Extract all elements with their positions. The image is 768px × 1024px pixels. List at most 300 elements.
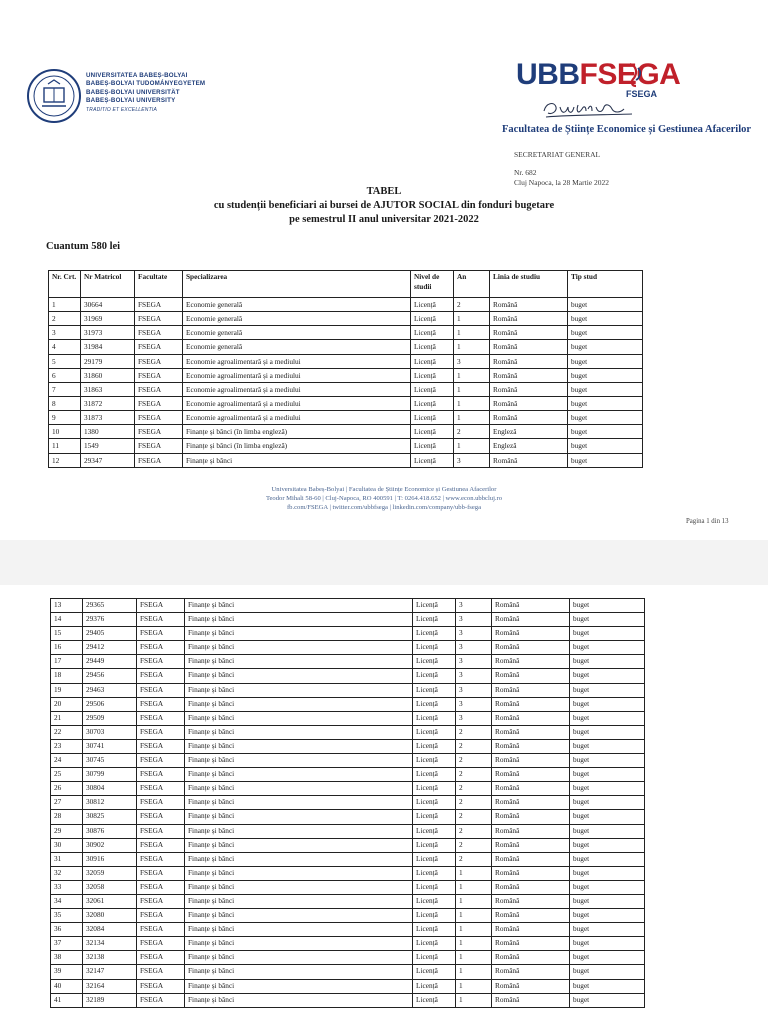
cell-facultate: FSEGA xyxy=(135,368,183,382)
cell-facultate: FSEGA xyxy=(137,838,185,852)
cell-tip-stud: buget xyxy=(570,951,645,965)
cell-nr-matricol: 32084 xyxy=(83,923,137,937)
footer-line-1: Universitatea Babeș-Bolyai | Facultatea de Științe Economice și Gestiunea Afacerilor xyxy=(271,486,497,493)
cell-linia-studiu: Română xyxy=(490,453,568,467)
cell-nivel-studii: Licență xyxy=(413,627,456,641)
cell-nivel-studii: Licență xyxy=(411,425,454,439)
cuantum-amount: Cuantum 580 lei xyxy=(46,241,121,252)
cell-specializarea: Finanțe și bănci xyxy=(185,923,413,937)
cell-an: 1 xyxy=(454,312,490,326)
cell-tip-stud: buget xyxy=(570,965,645,979)
cell-tip-stud: buget xyxy=(568,382,643,396)
cell-nr-crt: 17 xyxy=(51,655,83,669)
cell-nr-matricol: 30804 xyxy=(83,782,137,796)
col-header-nr-matricol: Nr Matricol xyxy=(81,271,135,298)
cell-tip-stud: buget xyxy=(570,711,645,725)
cell-facultate: FSEGA xyxy=(137,782,185,796)
cell-nr-crt: 1 xyxy=(49,298,81,312)
cell-linia-studiu: Română xyxy=(492,923,570,937)
cell-an: 3 xyxy=(454,354,490,368)
cell-nr-matricol: 29405 xyxy=(83,627,137,641)
col-header-nivel-studii: Nivel de studii xyxy=(411,271,454,298)
cell-nr-matricol: 30902 xyxy=(83,838,137,852)
cell-nivel-studii: Licență xyxy=(413,725,456,739)
table-row xyxy=(49,340,643,354)
cell-nr-matricol: 31969 xyxy=(81,312,135,326)
cell-specializarea: Economie agroalimentară și a mediului xyxy=(183,382,411,396)
cell-specializarea: Finanțe și bănci xyxy=(185,909,413,923)
cell-linia-studiu: Română xyxy=(492,796,570,810)
table-row xyxy=(51,894,645,908)
cell-nr-matricol: 31860 xyxy=(81,368,135,382)
cell-facultate: FSEGA xyxy=(137,739,185,753)
cell-an: 1 xyxy=(456,866,492,880)
page-separator xyxy=(0,540,768,585)
cell-facultate: FSEGA xyxy=(137,810,185,824)
cell-tip-stud: buget xyxy=(570,725,645,739)
table-row xyxy=(51,768,645,782)
cell-an: 1 xyxy=(456,937,492,951)
cell-facultate: FSEGA xyxy=(137,880,185,894)
cell-linia-studiu: Română xyxy=(492,880,570,894)
cell-nivel-studii: Licență xyxy=(413,810,456,824)
cell-facultate: FSEGA xyxy=(135,396,183,410)
table-row xyxy=(51,655,645,669)
cell-an: 3 xyxy=(456,599,492,613)
cell-tip-stud: buget xyxy=(568,396,643,410)
cell-an: 1 xyxy=(454,439,490,453)
cell-nivel-studii: Licență xyxy=(413,697,456,711)
cell-an: 2 xyxy=(456,796,492,810)
cell-an: 3 xyxy=(456,711,492,725)
cell-nr-matricol: 32061 xyxy=(83,894,137,908)
table-row xyxy=(49,298,643,312)
cell-nr-crt: 4 xyxy=(49,340,81,354)
cell-specializarea: Finanțe și bănci xyxy=(185,613,413,627)
cell-tip-stud: buget xyxy=(570,937,645,951)
cell-tip-stud: buget xyxy=(570,683,645,697)
cell-nr-crt: 8 xyxy=(49,396,81,410)
col-header-an: An xyxy=(454,271,490,298)
table-row xyxy=(49,326,643,340)
cell-linia-studiu: Engleză xyxy=(490,425,568,439)
table-row xyxy=(49,425,643,439)
cell-an: 2 xyxy=(456,824,492,838)
cell-linia-studiu: Română xyxy=(492,669,570,683)
table-row xyxy=(51,965,645,979)
cell-nivel-studii: Licență xyxy=(413,641,456,655)
cell-nivel-studii: Licență xyxy=(413,613,456,627)
fsega-logo-fsega: FSEGA xyxy=(579,58,681,91)
table-row xyxy=(51,739,645,753)
cell-nr-matricol: 29463 xyxy=(83,683,137,697)
cell-nr-matricol: 30664 xyxy=(81,298,135,312)
cell-specializarea: Finanțe și bănci xyxy=(185,725,413,739)
cell-tip-stud: buget xyxy=(570,669,645,683)
cell-nr-crt: 3 xyxy=(49,326,81,340)
cell-an: 1 xyxy=(456,894,492,908)
cell-facultate: FSEGA xyxy=(137,627,185,641)
cell-facultate: FSEGA xyxy=(137,669,185,683)
col-header-facultate: Facultate xyxy=(135,271,183,298)
cell-an: 3 xyxy=(456,669,492,683)
cell-linia-studiu: Română xyxy=(492,711,570,725)
cell-facultate: FSEGA xyxy=(137,965,185,979)
table-row xyxy=(49,354,643,368)
table-row xyxy=(51,599,645,613)
cell-specializarea: Finanțe și bănci xyxy=(185,697,413,711)
col-header-specializarea: Specializarea xyxy=(183,271,411,298)
col-header-tip-stud: Tip stud xyxy=(568,271,643,298)
cell-linia-studiu: Română xyxy=(492,725,570,739)
cell-linia-studiu: Română xyxy=(492,965,570,979)
cell-an: 1 xyxy=(456,880,492,894)
cell-linia-studiu: Română xyxy=(492,768,570,782)
cell-nr-crt: 7 xyxy=(49,382,81,396)
cell-nivel-studii: Licență xyxy=(413,937,456,951)
cell-facultate: FSEGA xyxy=(137,725,185,739)
cell-linia-studiu: Română xyxy=(492,937,570,951)
cell-nr-crt: 28 xyxy=(51,810,83,824)
cell-nivel-studii: Licență xyxy=(413,669,456,683)
cell-facultate: FSEGA xyxy=(135,439,183,453)
fsega-emblem-icon xyxy=(616,60,658,100)
cell-nr-matricol: 30876 xyxy=(83,824,137,838)
cell-specializarea: Finanțe și bănci xyxy=(185,782,413,796)
cell-nr-crt: 27 xyxy=(51,796,83,810)
cell-nr-matricol: 32147 xyxy=(83,965,137,979)
cell-tip-stud: buget xyxy=(570,641,645,655)
cell-nivel-studii: Licență xyxy=(413,711,456,725)
cell-nivel-studii: Licență xyxy=(413,866,456,880)
cell-linia-studiu: Română xyxy=(492,866,570,880)
cell-nr-crt: 23 xyxy=(51,739,83,753)
cell-an: 2 xyxy=(456,810,492,824)
table-row xyxy=(51,838,645,852)
cell-facultate: FSEGA xyxy=(137,613,185,627)
cell-nr-crt: 33 xyxy=(51,880,83,894)
cell-tip-stud: buget xyxy=(570,655,645,669)
cell-tip-stud: buget xyxy=(568,439,643,453)
table-row xyxy=(51,866,645,880)
cell-nr-matricol: 29412 xyxy=(83,641,137,655)
cell-facultate: FSEGA xyxy=(137,711,185,725)
cell-nivel-studii: Licență xyxy=(413,796,456,810)
table-row xyxy=(49,368,643,382)
signature-image xyxy=(540,95,640,120)
cell-facultate: FSEGA xyxy=(137,824,185,838)
col-header-linia-studiu: Linia de studiu xyxy=(490,271,568,298)
table-row xyxy=(49,396,643,410)
cell-an: 2 xyxy=(456,838,492,852)
cell-specializarea: Finanțe și bănci xyxy=(185,627,413,641)
ubb-motto: TRADITIO ET EXCELLENTIA xyxy=(86,106,158,113)
cell-tip-stud: buget xyxy=(570,880,645,894)
table-row xyxy=(51,725,645,739)
cell-nivel-studii: Licență xyxy=(411,439,454,453)
cell-nivel-studii: Licență xyxy=(413,739,456,753)
cell-an: 3 xyxy=(456,641,492,655)
cell-nr-crt: 5 xyxy=(49,354,81,368)
cell-linia-studiu: Română xyxy=(490,312,568,326)
cell-an: 2 xyxy=(456,725,492,739)
cell-specializarea: Finanțe și bănci xyxy=(185,683,413,697)
footer-line-2: Teodor Mihali 58-60 | Cluj-Napoca, RO 400591 | T: 0264.418.652 | www.econ.ubbcluj.ro xyxy=(265,495,503,502)
cell-nr-matricol: 1380 xyxy=(81,425,135,439)
table-row xyxy=(51,810,645,824)
cell-an: 1 xyxy=(454,382,490,396)
cell-linia-studiu: Română xyxy=(492,754,570,768)
cell-tip-stud: buget xyxy=(570,979,645,993)
cell-nivel-studii: Licență xyxy=(411,396,454,410)
cell-nr-crt: 25 xyxy=(51,768,83,782)
cell-specializarea: Finanțe și bănci xyxy=(185,754,413,768)
table-row xyxy=(51,979,645,993)
cell-linia-studiu: Română xyxy=(490,382,568,396)
cell-nivel-studii: Licență xyxy=(413,993,456,1007)
cell-tip-stud: buget xyxy=(568,425,643,439)
cell-specializarea: Economie agroalimentară și a mediului xyxy=(183,396,411,410)
table-row xyxy=(51,824,645,838)
cell-facultate: FSEGA xyxy=(135,354,183,368)
cell-specializarea: Finanțe și bănci xyxy=(185,979,413,993)
cell-tip-stud: buget xyxy=(570,782,645,796)
cell-specializarea: Economie agroalimentară și a mediului xyxy=(183,354,411,368)
cell-an: 3 xyxy=(456,627,492,641)
cell-facultate: FSEGA xyxy=(137,993,185,1007)
cell-nr-crt: 24 xyxy=(51,754,83,768)
cell-facultate: FSEGA xyxy=(137,937,185,951)
cell-linia-studiu: Română xyxy=(492,810,570,824)
cell-linia-studiu: Română xyxy=(490,411,568,425)
cell-nr-crt: 34 xyxy=(51,894,83,908)
cell-an: 1 xyxy=(456,909,492,923)
cell-nivel-studii: Licență xyxy=(413,965,456,979)
cell-specializarea: Finanțe și bănci (în limba engleză) xyxy=(183,425,411,439)
cell-linia-studiu: Română xyxy=(492,683,570,697)
cell-nr-crt: 11 xyxy=(49,439,81,453)
cell-tip-stud: buget xyxy=(570,866,645,880)
table-row xyxy=(51,641,645,655)
cell-nr-crt: 19 xyxy=(51,683,83,697)
cell-nr-matricol: 1549 xyxy=(81,439,135,453)
cell-nr-crt: 36 xyxy=(51,923,83,937)
cell-facultate: FSEGA xyxy=(135,411,183,425)
table-row xyxy=(51,627,645,641)
cell-linia-studiu: Română xyxy=(492,613,570,627)
cell-facultate: FSEGA xyxy=(137,852,185,866)
table-row xyxy=(51,669,645,683)
cell-nr-crt: 26 xyxy=(51,782,83,796)
cell-an: 1 xyxy=(456,993,492,1007)
cell-specializarea: Economie generală xyxy=(183,312,411,326)
cell-facultate: FSEGA xyxy=(137,697,185,711)
cell-linia-studiu: Engleză xyxy=(490,439,568,453)
cell-tip-stud: buget xyxy=(568,312,643,326)
cell-specializarea: Economie agroalimentară și a mediului xyxy=(183,411,411,425)
table-row xyxy=(51,993,645,1007)
table-row xyxy=(49,411,643,425)
cell-an: 2 xyxy=(456,768,492,782)
cell-nivel-studii: Licență xyxy=(413,894,456,908)
cell-nr-crt: 38 xyxy=(51,951,83,965)
cell-an: 3 xyxy=(454,453,490,467)
cell-facultate: FSEGA xyxy=(137,894,185,908)
cell-linia-studiu: Română xyxy=(490,340,568,354)
cell-nr-crt: 18 xyxy=(51,669,83,683)
table-row xyxy=(51,782,645,796)
cell-linia-studiu: Română xyxy=(490,298,568,312)
cell-specializarea: Finanțe și bănci xyxy=(185,965,413,979)
cell-linia-studiu: Română xyxy=(492,838,570,852)
cell-facultate: FSEGA xyxy=(135,312,183,326)
cell-tip-stud: buget xyxy=(570,627,645,641)
col-header-nr-crt: Nr. Crt. xyxy=(49,271,81,298)
cell-nivel-studii: Licență xyxy=(413,754,456,768)
cell-an: 2 xyxy=(456,782,492,796)
cell-nivel-studii: Licență xyxy=(411,368,454,382)
cell-tip-stud: buget xyxy=(568,368,643,382)
cell-tip-stud: buget xyxy=(570,754,645,768)
cell-an: 1 xyxy=(456,979,492,993)
cell-nivel-studii: Licență xyxy=(413,655,456,669)
cell-facultate: FSEGA xyxy=(137,655,185,669)
cell-an: 1 xyxy=(456,923,492,937)
cell-nivel-studii: Licență xyxy=(413,880,456,894)
cell-facultate: FSEGA xyxy=(135,326,183,340)
table-row xyxy=(49,439,643,453)
cell-nivel-studii: Licență xyxy=(413,923,456,937)
cell-an: 1 xyxy=(454,396,490,410)
cell-nr-crt: 40 xyxy=(51,979,83,993)
cell-specializarea: Finanțe și bănci xyxy=(185,711,413,725)
scholarship-table-page-2 xyxy=(50,598,645,1008)
cell-facultate: FSEGA xyxy=(137,641,185,655)
cell-nr-crt: 39 xyxy=(51,965,83,979)
cell-specializarea: Finanțe și bănci xyxy=(185,655,413,669)
document-date: Cluj Napoca, la 28 Martie 2022 xyxy=(514,178,609,187)
ubb-name-block xyxy=(86,72,205,114)
cell-nivel-studii: Licență xyxy=(413,782,456,796)
cell-nr-crt: 37 xyxy=(51,937,83,951)
cell-nr-matricol: 32138 xyxy=(83,951,137,965)
cell-nr-crt: 6 xyxy=(49,368,81,382)
cell-nivel-studii: Licență xyxy=(413,824,456,838)
cell-tip-stud: buget xyxy=(570,852,645,866)
cell-nr-crt: 9 xyxy=(49,411,81,425)
cell-linia-studiu: Română xyxy=(490,368,568,382)
table-row xyxy=(51,613,645,627)
cell-tip-stud: buget xyxy=(570,923,645,937)
cell-an: 1 xyxy=(454,326,490,340)
cell-nr-crt: 16 xyxy=(51,641,83,655)
cell-tip-stud: buget xyxy=(570,993,645,1007)
cell-specializarea: Finanțe și bănci xyxy=(185,951,413,965)
table-row xyxy=(51,923,645,937)
cell-linia-studiu: Română xyxy=(492,697,570,711)
cell-nr-crt: 20 xyxy=(51,697,83,711)
cell-tip-stud: buget xyxy=(570,810,645,824)
ubb-name-hu: BABEȘ-BOLYAI TUDOMÁNYEGYETEM xyxy=(86,80,206,88)
cell-facultate: FSEGA xyxy=(135,453,183,467)
cell-linia-studiu: Română xyxy=(492,894,570,908)
faculty-name: Facultatea de Științe Economice și Gestiunea Afacerilor xyxy=(502,124,752,135)
cell-nr-matricol: 30799 xyxy=(83,768,137,782)
cell-nr-matricol: 30703 xyxy=(83,725,137,739)
cell-linia-studiu: Română xyxy=(492,599,570,613)
cell-nivel-studii: Licență xyxy=(413,909,456,923)
cell-linia-studiu: Română xyxy=(490,354,568,368)
cell-nr-matricol: 32164 xyxy=(83,979,137,993)
cell-nivel-studii: Licență xyxy=(413,838,456,852)
cell-nr-matricol: 29347 xyxy=(81,453,135,467)
cell-nr-matricol: 29509 xyxy=(83,711,137,725)
cell-an: 3 xyxy=(456,655,492,669)
cell-linia-studiu: Română xyxy=(492,951,570,965)
cell-nivel-studii: Licență xyxy=(413,599,456,613)
cell-nr-crt: 22 xyxy=(51,725,83,739)
table-row xyxy=(51,683,645,697)
cell-facultate: FSEGA xyxy=(135,340,183,354)
cell-nr-crt: 10 xyxy=(49,425,81,439)
cell-facultate: FSEGA xyxy=(137,923,185,937)
cell-nr-crt: 14 xyxy=(51,613,83,627)
cell-specializarea: Finanțe și bănci (în limba engleză) xyxy=(183,439,411,453)
cell-an: 2 xyxy=(456,852,492,866)
cell-linia-studiu: Română xyxy=(492,627,570,641)
cell-nivel-studii: Licență xyxy=(411,298,454,312)
cell-facultate: FSEGA xyxy=(137,683,185,697)
cell-specializarea: Finanțe și bănci xyxy=(185,880,413,894)
cell-nivel-studii: Licență xyxy=(413,768,456,782)
registration-number: Nr. 682 xyxy=(514,168,537,177)
cell-tip-stud: buget xyxy=(570,768,645,782)
cell-an: 3 xyxy=(456,613,492,627)
cell-tip-stud: buget xyxy=(568,326,643,340)
secretariat-label: SECRETARIAT GENERAL xyxy=(514,150,601,159)
cell-nr-matricol: 29365 xyxy=(83,599,137,613)
cell-an: 1 xyxy=(454,411,490,425)
cell-specializarea: Finanțe și bănci xyxy=(185,866,413,880)
cell-nivel-studii: Licență xyxy=(411,354,454,368)
cell-nr-crt: 41 xyxy=(51,993,83,1007)
cell-nr-matricol: 31973 xyxy=(81,326,135,340)
cell-facultate: FSEGA xyxy=(137,796,185,810)
fsega-emblem-label: FSEGA xyxy=(626,89,658,99)
cell-tip-stud: buget xyxy=(568,411,643,425)
cell-an: 2 xyxy=(454,425,490,439)
cell-specializarea: Economie generală xyxy=(183,340,411,354)
cell-nivel-studii: Licență xyxy=(411,326,454,340)
cell-nr-crt: 2 xyxy=(49,312,81,326)
cell-nr-matricol: 30825 xyxy=(83,810,137,824)
cell-specializarea: Finanțe și bănci xyxy=(185,824,413,838)
cell-tip-stud: buget xyxy=(570,824,645,838)
cell-nr-matricol: 29449 xyxy=(83,655,137,669)
table-row xyxy=(49,453,643,467)
page-number: Pagina 1 din 13 xyxy=(686,518,729,525)
cell-nr-matricol: 31984 xyxy=(81,340,135,354)
cell-nr-matricol: 32059 xyxy=(83,866,137,880)
table-row xyxy=(51,909,645,923)
ubb-name-ro: UNIVERSITATEA BABEȘ-BOLYAI xyxy=(86,72,188,79)
cell-nr-crt: 21 xyxy=(51,711,83,725)
cell-nivel-studii: Licență xyxy=(411,411,454,425)
table-row xyxy=(51,937,645,951)
cell-specializarea: Finanțe și bănci xyxy=(185,894,413,908)
cell-tip-stud: buget xyxy=(570,909,645,923)
cell-facultate: FSEGA xyxy=(135,382,183,396)
